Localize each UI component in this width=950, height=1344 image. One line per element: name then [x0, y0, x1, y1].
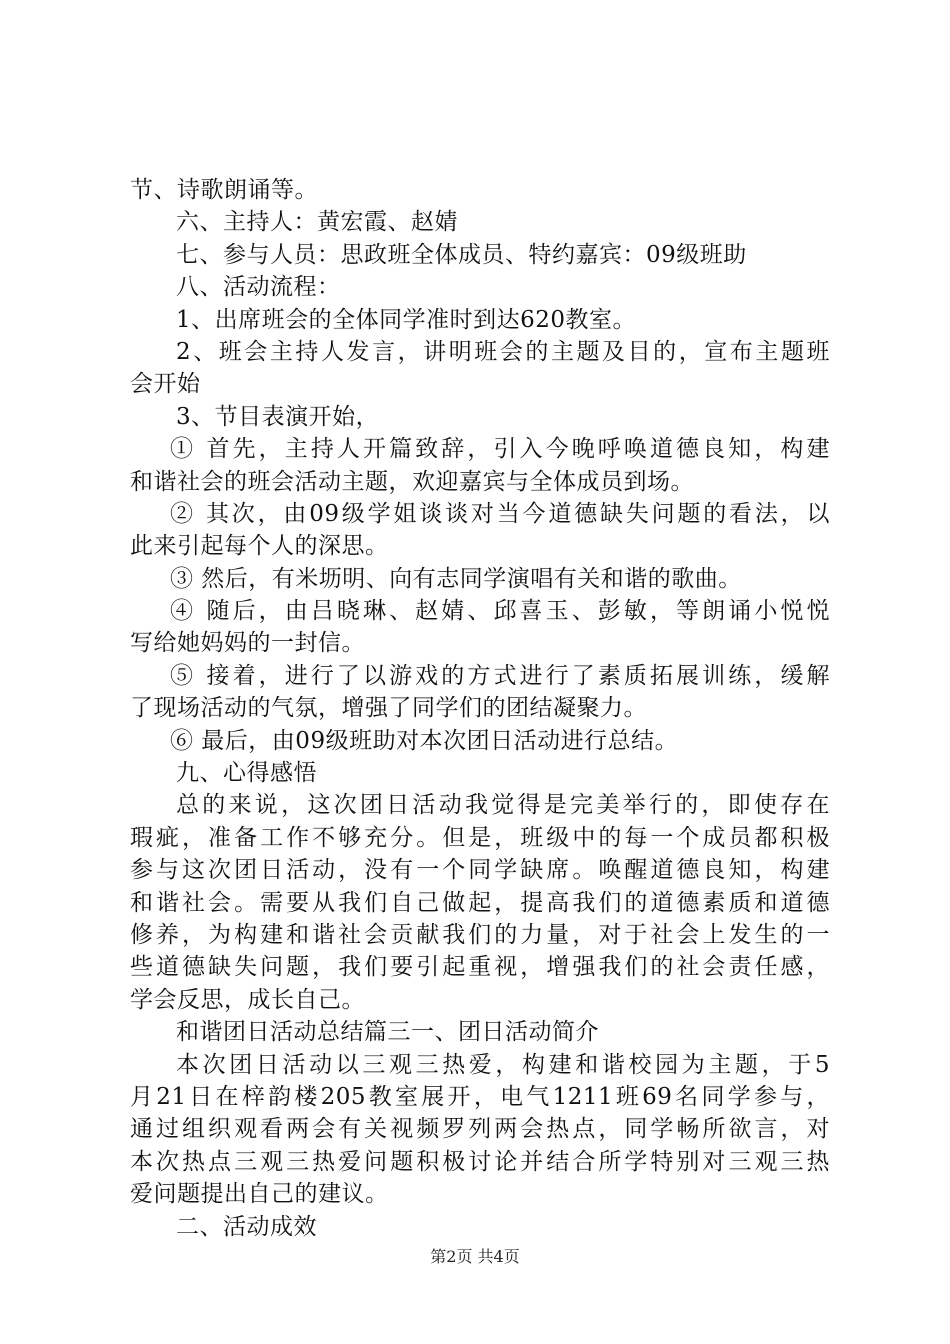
text-line: 本次热点三观三热爱问题积极讨论并结合所学特别对三观三热: [130, 1148, 830, 1175]
page-footer: 第2页 共4页: [430, 1247, 520, 1266]
text-line: ④ 随后，由吕晓琳、赵婧、邱喜玉、彭敏，等朗诵小悦悦: [170, 598, 830, 625]
text-line: ⑥ 最后，由09级班助对本次团日活动进行总结。: [170, 727, 679, 754]
text-line: 瑕疵，准备工作不够充分。但是，班级中的每一个成员都积极: [130, 824, 830, 851]
text-line: ① 首先，主持人开篇致辞，引入今晚呼唤道德良知，构建: [170, 436, 830, 463]
text-line: 七、参与人员：思政班全体成员、特约嘉宾：09级班助: [176, 241, 747, 268]
text-line: ⑤ 接着，进行了以游戏的方式进行了素质拓展训练，缓解: [170, 662, 830, 689]
text-line: 爱问题提出自己的建议。: [130, 1181, 389, 1208]
text-line: 了现场活动的气氛，增强了同学们的团结凝聚力。: [130, 695, 647, 722]
text-line: ② 其次，由09级学姐谈谈对当今道德缺失问题的看法，以: [170, 500, 830, 527]
text-line: 八、活动流程：: [176, 274, 341, 301]
text-line: 1、出席班会的全体同学准时到达620教室。: [176, 306, 637, 333]
text-line: 3、节目表演开始，: [176, 403, 380, 430]
text-line: 和谐社会的班会活动主题，欢迎嘉宾与全体成员到场。: [130, 468, 694, 495]
text-line: 此来引起每个人的深思。: [130, 533, 389, 560]
text-line: 本次团日活动以三观三热爱，构建和谐校园为主题，于5: [176, 1051, 830, 1078]
text-line: 2、班会主持人发言，讲明班会的主题及目的，宣布主题班: [176, 338, 830, 365]
text-line: ③ 然后，有米坜明、向有志同学演唱有关和谐的歌曲。: [170, 565, 742, 592]
text-line: 总的来说，这次团日活动我觉得是完美举行的，即使存在: [176, 792, 830, 819]
text-line: 和谐团日活动总结篇三一、团日活动简介: [176, 1019, 599, 1046]
text-line: 参与这次团日活动，没有一个同学缺席。唤醒道德良知，构建: [130, 857, 830, 884]
text-line: 学会反思，成长自己。: [130, 986, 365, 1013]
text-line: 二、活动成效: [176, 1213, 317, 1240]
text-line: 写给她妈妈的一封信。: [130, 630, 365, 657]
text-line: 六、主持人：黄宏霞、赵婧: [176, 209, 458, 236]
text-line: 月21日在梓韵楼205教室展开，电气1211班69名同学参与，: [130, 1083, 830, 1110]
text-line: 和谐社会。需要从我们自己做起，提高我们的道德素质和道德: [130, 889, 830, 916]
text-line: 节、诗歌朗诵等。: [130, 177, 318, 203]
document-body: [130, 174, 830, 1243]
text-line: 些道德缺失问题，我们要引起重视，增强我们的社会责任感，: [130, 954, 830, 981]
text-line: 修养，为构建和谐社会贡献我们的力量，对于社会上发生的一: [130, 921, 830, 948]
text-line: 通过组织观看两会有关视频罗列两会热点，同学畅所欲言，对: [130, 1116, 830, 1143]
text-line: 会开始: [130, 371, 201, 398]
text-line: 九、心得感悟: [176, 760, 317, 787]
